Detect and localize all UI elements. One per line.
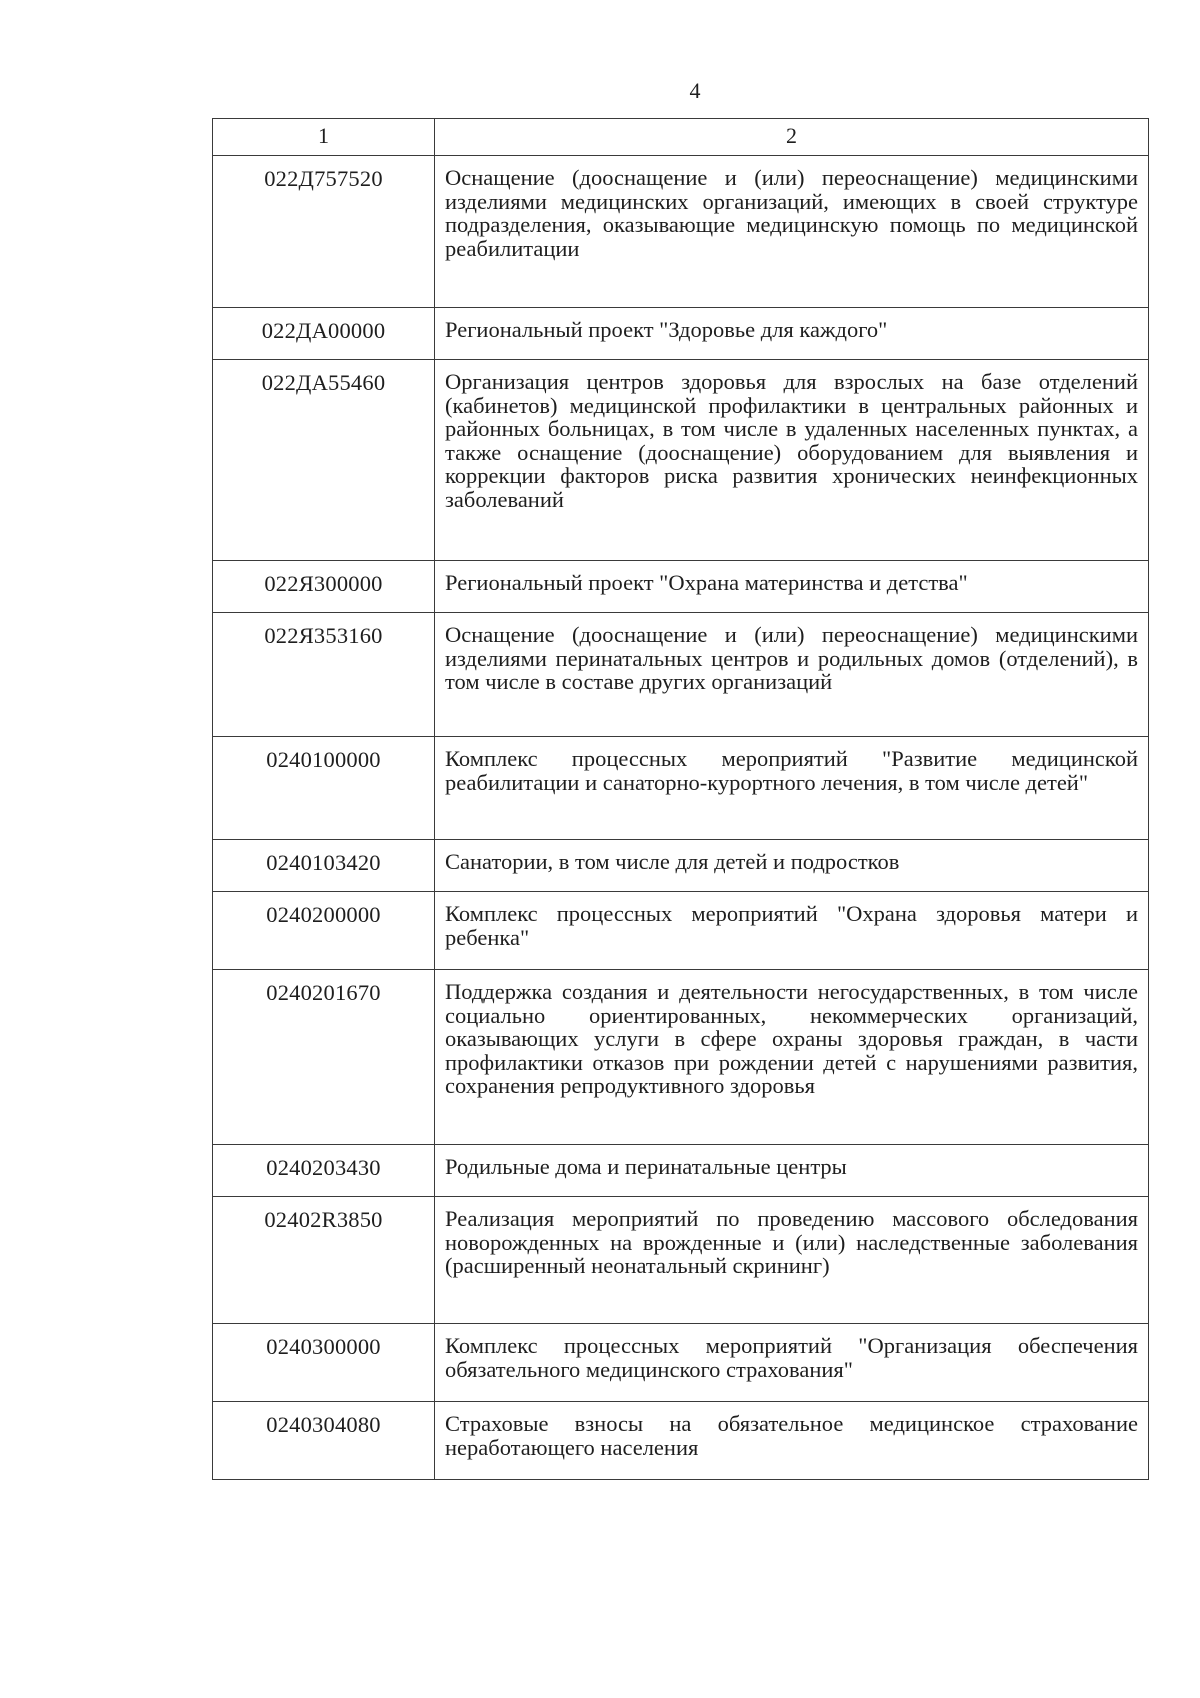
row-code: 022ДА55460 [213, 360, 435, 561]
row-description: Поддержка создания и деятельности негосударственных, в том числе социально ориентированных, некоммерческих организаций, оказывающих услуги в сфере охраны здоровья граждан, в части профилактики отказов при рождении детей с нарушениями развития, сохранения репродуктивного здоровья [435, 970, 1149, 1145]
page-number: 4 [689, 78, 701, 103]
table-row [213, 970, 1149, 1145]
row-description: Комплекс процессных мероприятий "Развитие медицинской реабилитации и санаторно-курортного лечения, в том числе детей" [435, 737, 1149, 840]
row-description: Комплекс процессных мероприятий "Охрана здоровья матери и ребенка" [435, 892, 1149, 970]
row-description: Оснащение (дооснащение и (или) переоснащение) медицинскими изделиями перинатальных центров и родильных домов (отделений), в том числе в составе других организаций [435, 613, 1149, 737]
row-description: Родильные дома и перинатальные центры [435, 1145, 1149, 1197]
row-code: 02402R3850 [213, 1197, 435, 1324]
row-description: Региональный проект "Здоровье для каждого" [435, 308, 1149, 360]
table-row [213, 561, 1149, 613]
row-code: 0240203430 [213, 1145, 435, 1197]
row-code: 0240103420 [213, 840, 435, 892]
table-row [213, 360, 1149, 561]
row-code: 022Я353160 [213, 613, 435, 737]
table-row [213, 840, 1149, 892]
table-row [213, 1197, 1149, 1324]
table-header-row [213, 119, 1149, 156]
column-header-code: 1 [213, 119, 435, 156]
row-description: Реализация мероприятий по проведению массового обследования новорожденных на врожденные и (или) наследственные заболевания (расширенный неонатальный скрининг) [435, 1197, 1149, 1324]
table-row [213, 892, 1149, 970]
row-code: 0240200000 [213, 892, 435, 970]
row-code: 022Д757520 [213, 156, 435, 308]
table-row [213, 1324, 1149, 1402]
table-row [213, 1145, 1149, 1197]
row-description: Организация центров здоровья для взрослых на базе отделений (кабинетов) медицинской профилактики в центральных районных и районных больницах, в том числе в удаленных населенных пунктах, а также оснащение (дооснащение) оборудованием для выявления и коррекции факторов риска развития хронических неинфекционных заболеваний [435, 360, 1149, 561]
row-description: Страховые взносы на обязательное медицинское страхование неработающего населения [435, 1402, 1149, 1480]
row-code: 022ДА00000 [213, 308, 435, 360]
table-row [213, 308, 1149, 360]
row-code: 0240201670 [213, 970, 435, 1145]
row-description: Региональный проект "Охрана материнства и детства" [435, 561, 1149, 613]
table-row [213, 737, 1149, 840]
row-code: 0240300000 [213, 1324, 435, 1402]
row-code: 0240100000 [213, 737, 435, 840]
row-description: Комплекс процессных мероприятий "Организация обеспечения обязательного медицинского страхования" [435, 1324, 1149, 1402]
row-code: 022Я300000 [213, 561, 435, 613]
table-row [213, 613, 1149, 737]
row-code: 0240304080 [213, 1402, 435, 1480]
row-description: Санатории, в том числе для детей и подростков [435, 840, 1149, 892]
table-row [213, 156, 1149, 308]
table-row [213, 1402, 1149, 1480]
row-description: Оснащение (дооснащение и (или) переоснащение) медицинскими изделиями медицинских организаций, имеющих в своей структуре подразделения, оказывающие медицинскую помощь по медицинской реабилитации [435, 156, 1149, 308]
column-header-description: 2 [435, 119, 1149, 156]
budget-classification-table [212, 118, 1149, 1480]
